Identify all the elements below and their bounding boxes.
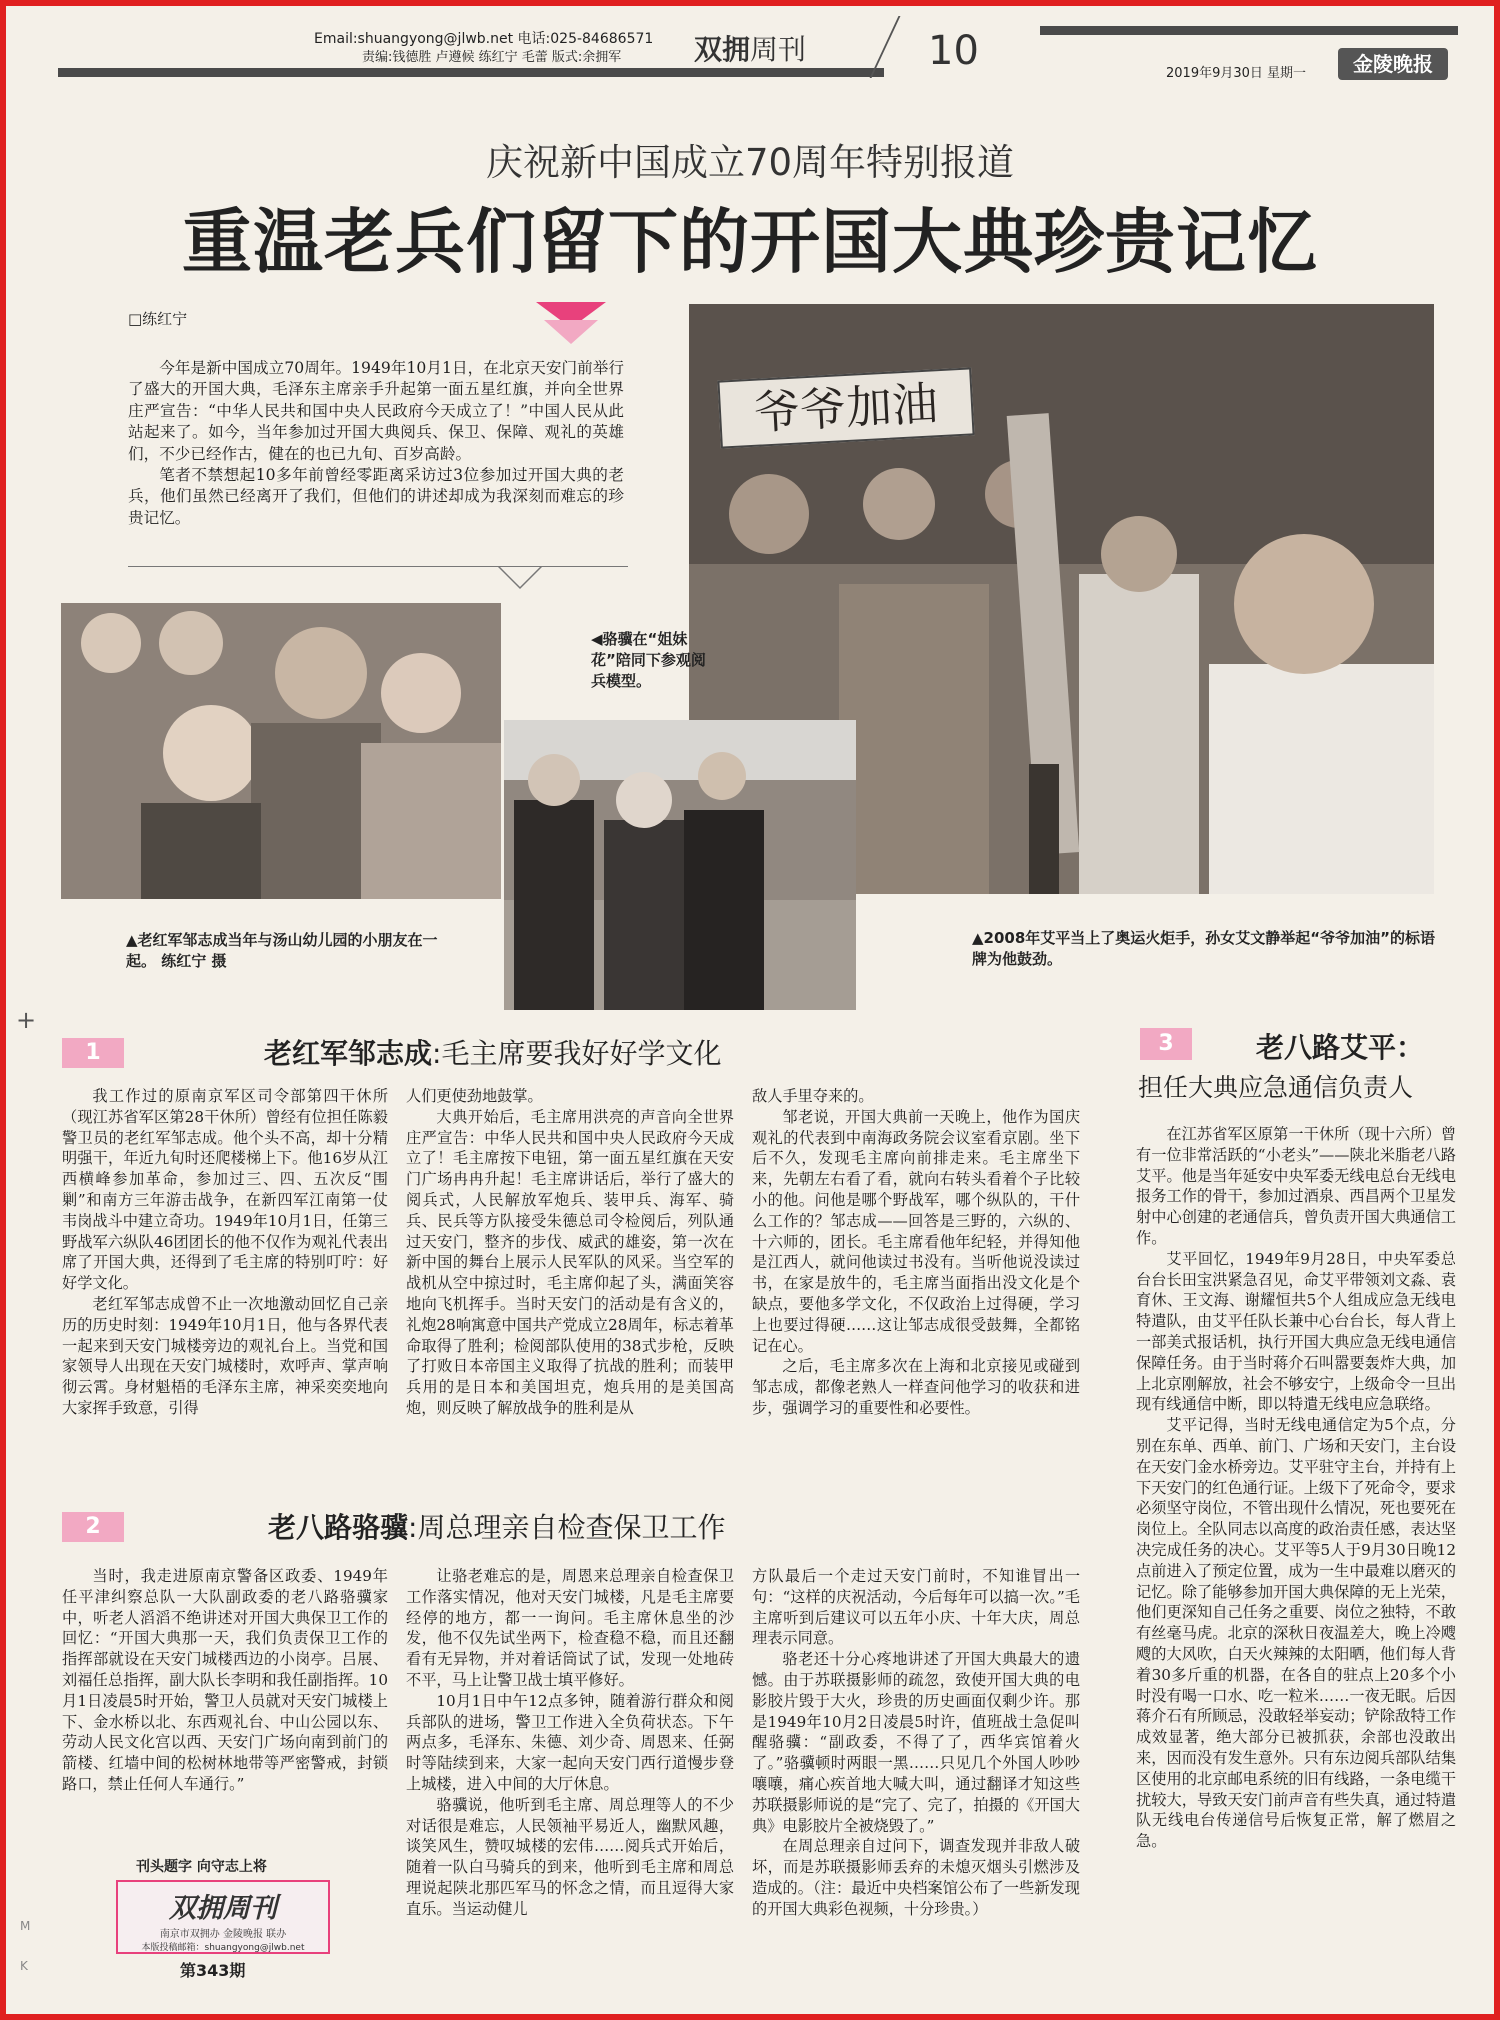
paragraph: 艾平记得，当时无线电通信定为5个点，分别在东单、西单、前门、广场和天安门，主台设在天安门金水桥旁边。艾平驻守主台，并持有上下天安门的红色通行证。上级下了死命令，要求必须坚守岗位，不管出现什么情况，死也要死在岗位上。全队同志以高度的政治责任感，表达坚决完成任务的决心。艾平等5人于9月30日晚12点前进入了预定位置，成为一生中最难以磨灭的记忆。除了能够参加开国大典保障的无上光荣，他们更深知自己任务之重要、岗位之独特，不敢有丝毫马虎。北京的深秋日夜温差大，晚上冷飕飕的大风吹，白天火辣辣的太阳晒，他们每人背着30多斤重的机器，在各自的驻点上20多个小时没有喝一口水、吃一粒米……一夜无眠。后因蒋介石有所顾忌，没敢轻举妄动；铲除敌特工作成效显著，绝大部分已被抓获，余部也没敢出来，因而没有发生意外。只有东边阅兵部队结集区使用的北京邮电系统的旧有线路，一条电缆干扰较大，导致天安门前声音有些失真，通过特遣队无线电台传递信号后恢复正常，解了燃眉之急。 xyxy=(1136,1416,1456,1851)
paragraph: 邹老说，开国大典前一天晚上，他作为国庆观礼的代表到中南海政务院会议室看京剧。坐下后不久，发现毛主席向前排走来。毛主席坐下来，先朝左右看了看，就向右转头看着个子比较小的他。问他是哪个野战军，哪个纵队的，干什么工作的？邹志成——回答是三野的，六纵的、十六师的，团长。毛主席看他年纪轻，并得知他是江西人，就问他读过书没有。当听他说没读过书，在家是放牛的，毛主席当面指出没文化是个缺点，要他多学文化，不仅政治上过得硬，学习上也要过得硬……这让邹志成很受鼓舞，全都铭记在心。 xyxy=(752,1107,1080,1355)
masthead-credit: 刊头题字 向守志上将 xyxy=(136,1859,267,1875)
paragraph: 之后，毛主席多次在上海和北京接见或碰到邹志成，都像老熟人一样查问他学习的收获和进步，强调学习的重要性和必要性。 xyxy=(752,1357,1080,1417)
intro-divider xyxy=(128,566,628,567)
header-slash xyxy=(870,16,901,78)
masthead-title: 双拥周刊 xyxy=(169,1893,277,1924)
section-2-name: 老八路骆骥 xyxy=(268,1511,409,1544)
section-1-col-1 xyxy=(62,1086,388,1486)
photo-red-army-kids xyxy=(61,603,501,899)
caption-red-army-kids: ▲老红军邹志成当年与汤山幼儿园的小朋友在一起。 练红宁 摄 xyxy=(126,931,438,970)
margin-letters: M K xyxy=(20,1919,31,1973)
section-2-heading: 老八路骆骥:周总理亲自检查保卫工作 xyxy=(268,1511,726,1544)
section-3-subtitle: 担任大典应急通信负责人 xyxy=(1138,1073,1414,1102)
section-1-subtitle: 毛主席要我好好学文化 xyxy=(441,1037,722,1070)
section-1-heading: 老红军邹志成:毛主席要我好好学文化 xyxy=(264,1037,722,1070)
paragraph: 艾平回忆，1949年9月28日，中央军委总台台长田宝洪紧急召见，命艾平带领刘文淼、袁育休、王文海、谢耀恒共5个人组成应急无线电特遣队，由艾平任队长兼中心台台长，每人背上一部美式报话机，执行开国大典应急无线电通信保障任务。由于当时蒋介石叫嚣要轰炸大典，加上北京刚解放，社会不够安宁，上级命令一旦出现有线通信中断，即以特遣无线电应急联络。 xyxy=(1136,1249,1456,1414)
paragraph: 当时，我走进原南京警备区政委、1949年任平津纠察总队一大队副政委的老八路骆骥家中，听老人滔滔不绝讲述对开国大典保卫工作的回忆：“开国大典那一天，我们负责保卫工作的指挥部就设在天安门城楼西边的小岗亭。吕展、刘福任总指挥，副大队长李明和我任副指挥。10月1日凌晨5时开始，警卫人员就对天安门城楼上下、金水桥以北、东西观礼台、中山公园以东、劳动人民文化宫以西、天安门广场向南到前门的箭楼、红墙中间的松树林地带等严密警戒，封锁路口，禁止任何人车通行。” xyxy=(62,1567,388,1793)
headline-title: 重温老兵们留下的开国大典珍贵记忆 xyxy=(182,201,1318,283)
masthead-box xyxy=(116,1880,330,1954)
page-number: 10 xyxy=(928,28,979,74)
section-1-name: 老红军邹志成 xyxy=(264,1037,433,1070)
paragraph: 方队最后一个走过天安门前时，不知谁冒出一句：“这样的庆祝活动，今后每年可以搞一次。”毛主席听到后建议可以五年小庆、十年大庆，周总理表示同意。 xyxy=(752,1567,1080,1648)
caption-parade-model: ◀骆骥在“姐妹花”陪同下参观阅兵模型。 xyxy=(591,630,706,690)
intro-arrow-icon xyxy=(536,302,606,350)
section-3-badge: 3 xyxy=(1140,1028,1192,1060)
intro-paragraph: 笔者不禁想起10多年前曾经零距离采访过3位参加过开国大典的老兵，他们虽然已经离开了我们，但他们的讲述却成为我深刻而难忘的珍贵记忆。 xyxy=(128,466,624,527)
paragraph: 骆老还十分心疼地讲述了开国大典最大的遗憾。由于苏联摄影师的疏忽，致使开国大典的电影胶片毁于大火，珍贵的历史画面仅剩少许。那是1949年10月2日凌晨5时许，值班战士急促叫醒骆骥：“副政委，不得了了，西华宾馆着火了。”骆骥顿时两眼一黑……只见几个外国人吵吵嚷嚷，痛心疾首地大喊大叫，通过翻译才知这些苏联摄影师说的是“完了、完了，拍摄的《开国大典》电影胶片全被烧毁了。” xyxy=(752,1650,1080,1835)
masthead-sponsors: 南京市双拥办 金陵晚报 联办 xyxy=(159,1929,287,1940)
byline: □练红宁 xyxy=(128,310,188,328)
registration-mark: + xyxy=(16,1006,37,1034)
parade-photo-illustration xyxy=(504,720,856,1010)
header-rule-left xyxy=(58,68,884,77)
caption-torch-bearer: ▲2008年艾平当上了奥运火炬手，孙女艾文静举起“爷爷加油”的标语牌为他鼓劲。 xyxy=(972,929,1436,968)
section-2-subtitle: 周总理亲自检查保卫工作 xyxy=(417,1511,726,1544)
kids-photo-illustration xyxy=(61,603,501,899)
column-name-light: 周刊 xyxy=(750,33,807,66)
paragraph: 10月1日中午12点多钟，随着游行群众和阅兵部队的进场，警卫工作进入全负荷状态。下午两点多，毛泽东、朱德、刘少奇、周恩来、任弼时等陆续到来，大家一起向天安门西行道慢步登上城楼，进入中间的大厅休息。 xyxy=(406,1691,734,1793)
intro-paragraph: 今年是新中国成立70周年。1949年10月1日，在北京天安门前举行了盛大的开国大典，毛泽东主席亲手升起第一面五星红旗，并向全世界庄严宣告：“中华人民共和国中央人民政府今天成立了！”中国人民从此站起来了。如今，当年参加过开国大典阅兵、保卫、保障、观礼的英雄们，不少已经作古，健在的也已九旬、百岁高龄。 xyxy=(128,359,624,463)
photo-parade-model xyxy=(504,720,856,1010)
issue-number: 第343期 xyxy=(180,1961,246,1980)
newspaper-page xyxy=(6,6,1494,2014)
sign-grandpa-cheer: 爷爷加油 xyxy=(717,367,974,448)
paragraph: 敌人手里夺来的。 xyxy=(752,1087,874,1105)
paragraph: 人们更使劲地鼓掌。 xyxy=(406,1087,543,1105)
column-name-bold: 双拥 xyxy=(694,33,751,66)
section-3-col-1 xyxy=(1136,1124,1456,1998)
paragraph: 老红军邹志成曾不止一次地激动回忆自己亲历的历史时刻：1949年10月1日，他与各界代表一起来到天安门城楼旁边的观礼台上。当党和国家领导人出现在天安门城楼时，欢呼声、掌声响彻云霄。身材魁梧的毛泽东主席，神采奕奕地向大家挥手致意，引得 xyxy=(62,1294,388,1417)
intro-text xyxy=(128,358,624,548)
header-editors: 责编:钱德胜 卢遵候 练红宁 毛蕾 版式:余拥军 xyxy=(362,50,622,65)
header-contact: Email:shuangyong@jlwb.net 电话:025-84686571 xyxy=(314,31,654,47)
paragraph: 骆骥说，他听到毛主席、周总理等人的不少对话很是难忘，人民领袖平易近人，幽默风趣，谈笑风生，赞叹城楼的宏伟……阅兵式开始后，随着一队白马骑兵的到来，他听到毛主席和周总理说起陕北那匹军马的怀念之情，而且逗得大家直乐。当运动健儿 xyxy=(406,1795,734,1918)
section-1-col-3 xyxy=(752,1086,1080,1486)
section-2-col-1 xyxy=(62,1566,388,1846)
masthead-email: 本版投稿邮箱：shuangyong@jlwb.net xyxy=(141,1943,305,1953)
section-2-col-3 xyxy=(752,1566,1080,1996)
section-1-badge: 1 xyxy=(62,1038,124,1068)
section-3-name: 老八路艾平： xyxy=(1256,1031,1425,1064)
section-1-col-2 xyxy=(406,1086,734,1486)
header-rule-right xyxy=(1040,26,1458,35)
paragraph: 让骆老难忘的是，周恩来总理亲自检查保卫工作落实情况，他对天安门城楼，凡是毛主席要经停的地方，都一一询问。毛主席休息坐的沙发，他不仅先试坐两下，检查稳不稳，而且还翻看有无异物，并对着话筒试了试，发现一处地砖不平，马上让警卫战士填平修好。 xyxy=(406,1567,734,1689)
section-2-col-2 xyxy=(406,1566,734,1996)
paragraph: 在江苏省军区原第一干休所（现十六所）曾有一位非常活跃的“小老头”——陕北米脂老八路艾平。他是当年延安中央军委无线电总台无线电报务工作的骨干，参加过酒泉、西昌两个卫星发射中心创建的老通信兵，曾负责开国大典通信工作。 xyxy=(1136,1125,1456,1247)
headline-kicker: 庆祝新中国成立70周年特别报道 xyxy=(485,141,1015,184)
paragraph: 我工作过的原南京军区司令部第四干休所（现江苏省军区第28干休所）曾经有位担任陈毅警卫员的老红军邹志成。他个头不高，却十分精明强干，年近九旬时还爬楼梯上下。他16岁从江西横峰参加革命，参加过三、四、五次反“围剿”和南方三年游击战争，在新四军江南第一仗韦岗战斗中建立奇功。1949年10月1日，任第三野战军六纵队46团团长的他不仅作为观礼代表出席了开国大典，还得到了毛主席的特别叮咛：好好学文化。 xyxy=(62,1087,388,1293)
intro-divider-notch xyxy=(498,566,542,590)
header-column-name xyxy=(694,28,806,68)
paragraph: 大典开始后，毛主席用洪亮的声音向全世界庄严宣告：中华人民共和国中央人民政府今天成立了！毛主席按下电钮，第一面五星红旗在天安门广场冉冉升起！毛主席讲话后，举行了盛大的阅兵式，人民解放军炮兵、装甲兵、海军、骑兵、民兵等方队接受朱德总司令检阅后，列队通过天安门，整齐的步伐、威武的雄姿，第一次在新中国的舞台上展示人民军队的风采。当空军的战机从空中掠过时，毛主席仰起了头，满面笑容地向飞机挥手。当时天安门的活动是有含义的，礼炮28响寓意中国共产党成立28周年，标志着革命取得了胜利；检阅部队使用的38式步枪，反映了打败日本帝国主义取得了抗战的胜利；而装甲兵用的是日本和美国坦克，炮兵用的是美国高炮，则反映了解放战争的胜利是从 xyxy=(406,1107,734,1417)
paper-logo: 金陵晚报 xyxy=(1338,48,1448,80)
paragraph: 在周总理亲自过问下，调查发现并非敌人破坏，而是苏联摄影师丢弃的未熄灭烟头引燃涉及造成的。（注：最近中央档案馆公布了一些新发现的开国大典彩色视频，十分珍贵。） xyxy=(752,1837,1080,1918)
header-date: 2019年9月30日 星期一 xyxy=(1166,66,1307,81)
section-2-badge: 2 xyxy=(62,1512,124,1542)
